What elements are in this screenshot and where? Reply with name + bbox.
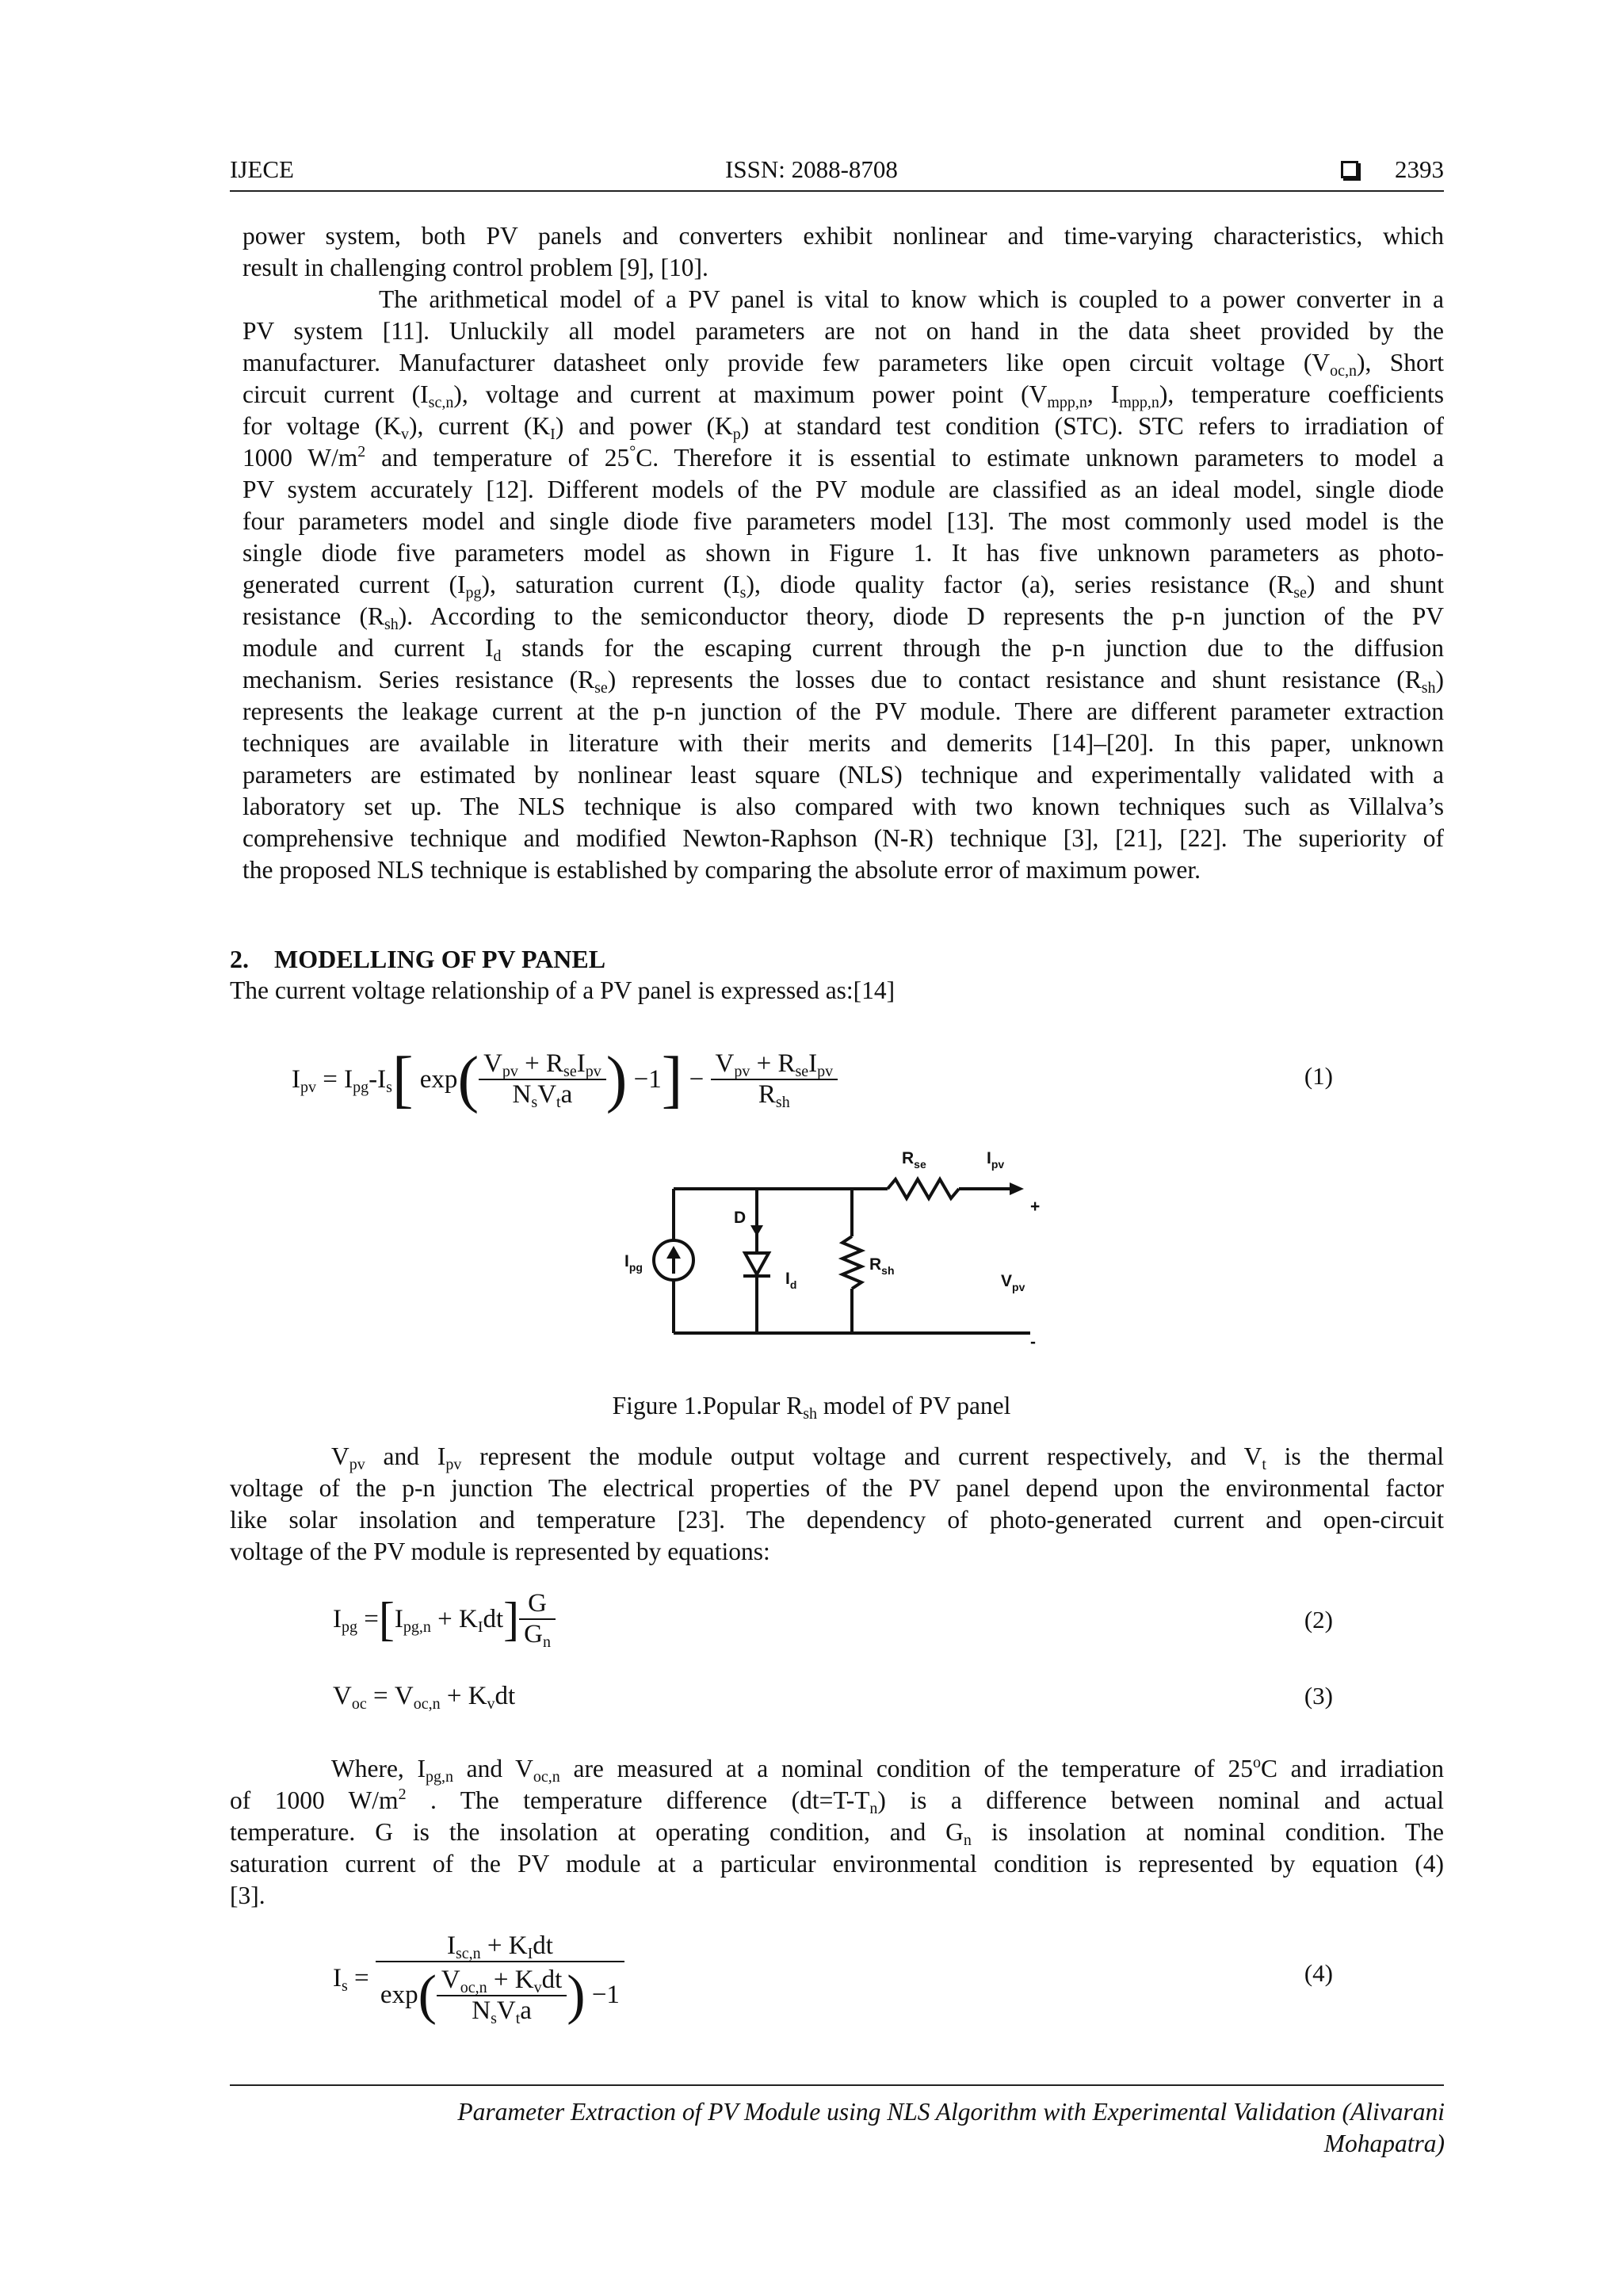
equation-3: $V_{oc} = V_{oc,n} + K_vdt$ — [333, 1682, 516, 1713]
output-current-arrow-icon — [1010, 1182, 1024, 1195]
shunt-resistor — [842, 1236, 861, 1289]
text-line: voltage of the p-n junction The electrical properties of the PV panel depend upon the environmental factor — [230, 1474, 1444, 1502]
section-number: 2. — [230, 945, 249, 973]
text-line: single diode five parameters model as shown in Figure 1. It has five unknown parameters as photo- — [242, 539, 1444, 567]
footer-line: Parameter Extraction of PV Module using NLS Algorithm with Experimental Validation (Alivarani — [457, 2098, 1445, 2126]
text-line: PV system [11]. Unluckily all model parameters are not on hand in the data sheet provided by the — [242, 317, 1444, 345]
diode-icon — [745, 1253, 769, 1274]
text-line: circuit current $(I_{sc,n})$, voltage and current at maximum power point ($V_{mpp,n}$, $I_{mpp,n}$), temperature coefficients — [242, 380, 1444, 411]
label-ipg: $I_{pg}$ — [624, 1252, 643, 1274]
series-resistor — [888, 1179, 959, 1198]
text-line: temperature. G is the insolation at operating condition, and $G_n$ is insolation at nominal condition. The — [230, 1818, 1444, 1849]
text-line: generated current $(I_{pg})$, saturation current $(I_s)$, diode quality factor (a), series resistance $(R_{se})$ and shunt — [242, 571, 1445, 602]
text-line: like solar insolation and temperature [23]. The dependency of photo-generated current and open-circuit — [230, 1506, 1444, 1534]
paragraph-1 — [242, 220, 1444, 284]
equation-1: $I_{pv} = I_{pg}-I_s$ [ exp ( $\frac{V_{pv} + R_{se}I_{pv}}{N_sV_ta}$ ) −1 ] − $\frac{V_{pv} + R_{se}I_{pv}}{R_{sh}}$ — [292, 1032, 838, 1127]
label-plus: + — [1030, 1198, 1041, 1216]
text-line: PV system accurately [12]. Different models of the PV module are classified as an ideal model, single diode — [242, 476, 1444, 503]
text-line: [3]. — [230, 1881, 265, 1909]
equation-number-2: (2) — [1304, 1606, 1333, 1633]
text-line: 1000 $W/m^2$ and temperature of 25°C. Therefore it is essential to estimate unknown parameters to model a — [242, 443, 1444, 472]
running-header-journal: IJECE — [230, 155, 294, 183]
text-line: parameters are estimated by nonlinear least square (NLS) technique and experimentally validated with a — [242, 761, 1444, 789]
text-line: represents the leakage current at the p-n junction of the PV module. There are different parameter extraction — [242, 697, 1444, 725]
checkbox-square-icon — [1341, 161, 1358, 178]
label-rse: $R_{se}$ — [902, 1149, 926, 1171]
equation-number-3: (3) — [1304, 1682, 1333, 1710]
paragraph-4 — [230, 1753, 1444, 1912]
running-header-issn: ISSN: 2088-8708 — [725, 155, 898, 183]
equation-number-4: (4) — [1304, 1959, 1333, 1987]
text-line: four parameters model and single diode five parameters model [13]. The most commonly used model is the — [242, 507, 1444, 535]
footer-line: Mohapatra) — [1323, 2130, 1445, 2157]
text-line: saturation current of the PV module at a particular environmental condition is represented by equation (4) — [230, 1850, 1444, 1878]
text-line: manufacturer. Manufacturer datasheet only provide few parameters like open circuit voltage $(V_{oc,n})$, Short — [242, 349, 1444, 380]
text-line: laboratory set up. The NLS technique is also compared with two known techniques such as Villalva’s — [242, 793, 1444, 820]
section-title: MODELLING OF PV PANEL — [274, 945, 606, 973]
header-rule — [230, 190, 1444, 192]
label-vpv: $V_{pv}$ — [1001, 1272, 1025, 1293]
diode-current-arrow-icon — [750, 1225, 763, 1236]
paragraph-3 — [230, 1441, 1444, 1568]
text-line: module and current $I_d$ stands for the escaping current through the p-n junction due to the diffusion — [242, 634, 1445, 665]
text-line: mechanism. Series resistance $(R_{se})$ represents the losses due to contact resistance and shunt resistance $(R_{sh})$ — [242, 666, 1445, 697]
text-line: comprehensive technique and modified Newton-Raphson (N-R) technique [3], [21], [22]. The superiority of — [242, 824, 1444, 852]
label-ipv: $I_{pv}$ — [987, 1149, 1005, 1171]
text-line: resistance $(R_{sh})$. According to the semiconductor theory, diode D represents the p-n junction of the PV — [242, 602, 1445, 633]
page-number-block — [1341, 155, 1444, 184]
page-number: 2393 — [1395, 155, 1444, 183]
pv-circuit-diagram — [602, 1141, 1062, 1379]
figure-1-caption: Figure 1.Popular $R_{sh}$ model of PV panel — [612, 1392, 1011, 1423]
label-minus: - — [1030, 1333, 1036, 1351]
label-id: $I_d$ — [785, 1270, 797, 1291]
running-footer — [177, 2096, 1445, 2160]
text-line: $V_{pv}$ and $I_{pv}$ represent the module output voltage and current respectively, and $V_t$ is the thermal — [331, 1442, 1444, 1473]
section-intro: The current voltage relationship of a PV panel is expressed as:[14] — [230, 976, 896, 1004]
equation-number-1: (1) — [1304, 1062, 1333, 1090]
text-line: of 1000 $W/m^2$ . The temperature difference $(dt=T-T_n)$ is a difference between nominal and actual — [230, 1786, 1444, 1817]
text-line: voltage of the PV module is represented by equations: — [230, 1538, 770, 1565]
text-line: the proposed NLS technique is established by comparing the absolute error of maximum power. — [242, 856, 1201, 884]
label-rsh: $R_{sh}$ — [869, 1255, 895, 1277]
text-line: for voltage $(K_v)$, current $(K_I)$ and power $(K_p)$ at standard test condition (STC). STC refers to irradiation of — [242, 412, 1444, 443]
footer-rule — [230, 2084, 1444, 2086]
current-source-arrow-icon — [666, 1246, 681, 1259]
text-line: techniques are available in literature with their merits and demerits [14]–[20]. In this paper, unknown — [242, 729, 1444, 757]
equation-2: $I_{pg}$ = [ $I_{pg,n} + K_Idt$ ] $\frac{G}{G_n}$ — [333, 1584, 556, 1655]
label-diode: D — [734, 1209, 747, 1227]
text-line: The arithmetical model of a PV panel is vital to know which is coupled to a power converter in a — [379, 285, 1444, 313]
text-line: power system, both PV panels and converters exhibit nonlinear and time-varying characteristics, which — [242, 222, 1444, 250]
paragraph-2 — [242, 284, 1444, 886]
text-line: result in challenging control problem [9], [10]. — [242, 254, 708, 281]
text-line: Where, $I_{pg,n}$ and $V_{oc,n}$ are measured at a nominal condition of the temperature of 25$^o$C and irradiation — [331, 1754, 1444, 1786]
section-heading — [230, 945, 605, 974]
equation-4: $I_s$ = $I_{sc,n} + K_Idt$ exp ( $\frac{V_{oc,n} + K_vdt}{N_sV_ta}$ ) −1 — [333, 1915, 624, 2042]
